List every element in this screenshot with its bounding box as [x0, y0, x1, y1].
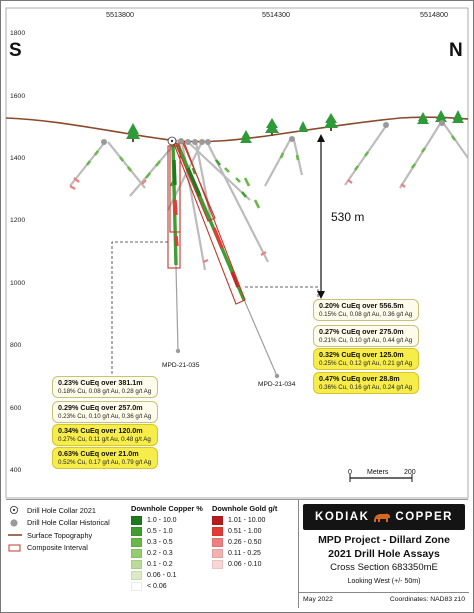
- topography-line-icon: [8, 530, 22, 540]
- tree-icon: [324, 113, 338, 131]
- collar-historical-icon: [289, 136, 295, 142]
- easting-label: 5514300: [262, 10, 290, 19]
- callout-leaders: [112, 242, 318, 374]
- scale-end: 200: [404, 469, 416, 476]
- copper-legend-label: 0.5 - 1.0: [147, 528, 173, 535]
- copper-legend-label: 0.1 - 0.2: [147, 561, 173, 568]
- elevation-label: 1000: [10, 280, 26, 287]
- collar-historical-icon: [199, 139, 205, 145]
- copper-legend-label: 0.06 - 0.1: [147, 572, 177, 579]
- gold-legend-label: 0.11 - 0.25: [228, 550, 261, 557]
- gold-swatch-icon: [212, 527, 223, 536]
- depth-arrow: [317, 134, 364, 299]
- elevation-label: 600: [10, 405, 22, 412]
- copper-legend-item: [131, 548, 203, 559]
- gold-legend-item: [212, 559, 277, 570]
- gold-legend-item: [212, 515, 277, 526]
- tree-icon: [452, 110, 464, 123]
- title-block: [298, 500, 469, 608]
- bear-icon: [373, 511, 391, 523]
- hole-mpd-21-035: [173, 142, 178, 350]
- copper-swatch-icon: [131, 527, 142, 536]
- assay-callout-highlight: 0.32% CuEq over 125.0m 0.25% Cu, 0.12 g/t Au, 0.21 g/t Ag: [313, 348, 419, 370]
- drill-trace: [108, 142, 145, 188]
- drill-trace: [400, 124, 440, 188]
- collar-historical-icon: [178, 138, 184, 144]
- map-title: MPD Project - Dillard Zone: [318, 534, 450, 546]
- map-date: May 2022: [303, 596, 333, 603]
- gold-legend-label: 1.01 - 10.00: [228, 517, 266, 524]
- copper-swatch-icon: [131, 582, 142, 591]
- copper-assay-ticks: [87, 136, 455, 208]
- gold-legend-item: [212, 537, 277, 548]
- gold-legend-label: 0.06 - 0.10: [228, 561, 262, 568]
- copper-legend-label: 1.0 - 10.0: [147, 517, 177, 524]
- copper-legend-item: [131, 581, 203, 592]
- assay-callout: 0.27% CuEq over 275.0m 0.21% Cu, 0.10 g/t Au, 0.44 g/t Ag: [313, 325, 419, 347]
- map-coordinates: Coordinates: NAD83 z10: [389, 596, 465, 603]
- section-name: Cross Section 683350mE: [330, 562, 438, 573]
- scale-bar: [348, 469, 416, 482]
- tree-icon: [265, 118, 279, 136]
- collar-historical-icon: [205, 139, 211, 145]
- south-label: S: [9, 40, 22, 61]
- collar-historical-icon: [439, 120, 445, 126]
- north-label: N: [449, 40, 463, 61]
- copper-legend-label: 0.3 - 0.5: [147, 539, 173, 546]
- scale-start: 0: [348, 469, 352, 476]
- depth-label: 530 m: [331, 210, 365, 224]
- elevation-label: 1800: [10, 30, 26, 37]
- elevation-label: 1400: [10, 155, 26, 162]
- tree-icon: [126, 123, 140, 142]
- drill-trace: [265, 140, 290, 186]
- copper-legend-item: [131, 526, 203, 537]
- copper-legend: [131, 503, 203, 592]
- gold-legend-item: [212, 526, 277, 537]
- assay-callout-highlight: 0.63% CuEq over 21.0m 0.52% Cu, 0.17 g/t Au, 0.79 g/t Ag: [52, 447, 158, 469]
- drill-trace: [444, 124, 468, 158]
- historical-holes: [70, 124, 468, 270]
- view-direction: Looking West (+/- 50m): [347, 578, 421, 585]
- company-logo: KODIAK COPPER: [303, 504, 465, 530]
- leader-line: [112, 242, 168, 374]
- leader-line: [245, 287, 318, 300]
- gold-swatch-icon: [212, 516, 223, 525]
- elevation-label: 400: [10, 467, 22, 474]
- trees: [126, 110, 464, 143]
- collar-historical-icon: [192, 139, 198, 145]
- legend-item: Drill Hole Collar Historical: [8, 517, 110, 530]
- elevation-label: 1600: [10, 93, 26, 100]
- copper-swatch-icon: [131, 549, 142, 558]
- copper-swatch-icon: [131, 571, 142, 580]
- tree-icon: [298, 121, 308, 132]
- surface-topography: [6, 117, 468, 141]
- copper-swatch-icon: [131, 538, 142, 547]
- elevation-axis: [10, 30, 25, 474]
- gold-legend: [212, 503, 277, 570]
- legend-item: Surface Topography: [8, 529, 110, 542]
- gold-legend-item: [212, 548, 277, 559]
- copper-legend-item: [131, 515, 203, 526]
- copper-legend-label: < 0.06: [147, 583, 167, 590]
- scale-unit: Meters: [367, 469, 389, 476]
- assay-callout-highlight: 0.47% CuEq over 28.8m 0.36% Cu, 0.16 g/t Au, 0.24 g/t Ag: [313, 372, 419, 394]
- symbol-legend: [8, 504, 110, 554]
- hole-label: MPD-21-034: [258, 381, 296, 388]
- elevation-label: 800: [10, 342, 22, 349]
- easting-label: 5513800: [106, 10, 134, 19]
- tree-icon: [240, 130, 252, 143]
- copper-swatch-icon: [131, 516, 142, 525]
- copper-legend-item: [131, 537, 203, 548]
- assay-callout: 0.20% CuEq over 556.5m 0.15% Cu, 0.08 g/t Au, 0.36 g/t Ag: [313, 299, 419, 321]
- gold-legend-label: 0.51 - 1.00: [228, 528, 262, 535]
- collar-historical-icon: [101, 139, 107, 145]
- gold-legend-title: Downhole Gold g/t: [212, 504, 278, 513]
- composite-box-icon: [8, 543, 22, 553]
- gold-swatch-icon: [212, 549, 223, 558]
- legend-item: Drill Hole Collar 2021: [8, 504, 110, 517]
- collar-historical-icon: [185, 139, 191, 145]
- copper-legend-label: 0.2 - 0.3: [147, 550, 173, 557]
- collar-historical-icon: [383, 122, 389, 128]
- copper-legend-item: [131, 570, 203, 581]
- drill-trace: [130, 140, 178, 196]
- collar-historical-icon: [8, 518, 22, 528]
- gold-swatch-icon: [212, 538, 223, 547]
- copper-legend-item: [131, 559, 203, 570]
- collar-2021-icon: [8, 505, 22, 515]
- assay-callout: 0.23% CuEq over 381.1m 0.18% Cu, 0.08 g/t Au, 0.28 g/t Ag: [52, 376, 158, 398]
- easting-label: 5514800: [420, 10, 448, 19]
- copper-swatch-icon: [131, 560, 142, 569]
- assay-callout-highlight: 0.34% CuEq over 120.0m 0.27% Cu, 0.11 g/t Au, 0.48 g/t Ag: [52, 424, 158, 446]
- gold-legend-label: 0.26 - 0.50: [228, 539, 262, 546]
- map-subtitle: 2021 Drill Hole Assays: [328, 548, 440, 560]
- gold-swatch-icon: [212, 560, 223, 569]
- assay-callout: 0.29% CuEq over 257.0m 0.23% Cu, 0.10 g/t Au, 0.36 g/t Ag: [52, 401, 158, 423]
- copper-legend-title: Downhole Copper %: [131, 504, 203, 513]
- elevation-label: 1200: [10, 217, 26, 224]
- legend-item: Composite Interval: [8, 542, 110, 555]
- hole-label: MPD-21-035: [162, 362, 200, 369]
